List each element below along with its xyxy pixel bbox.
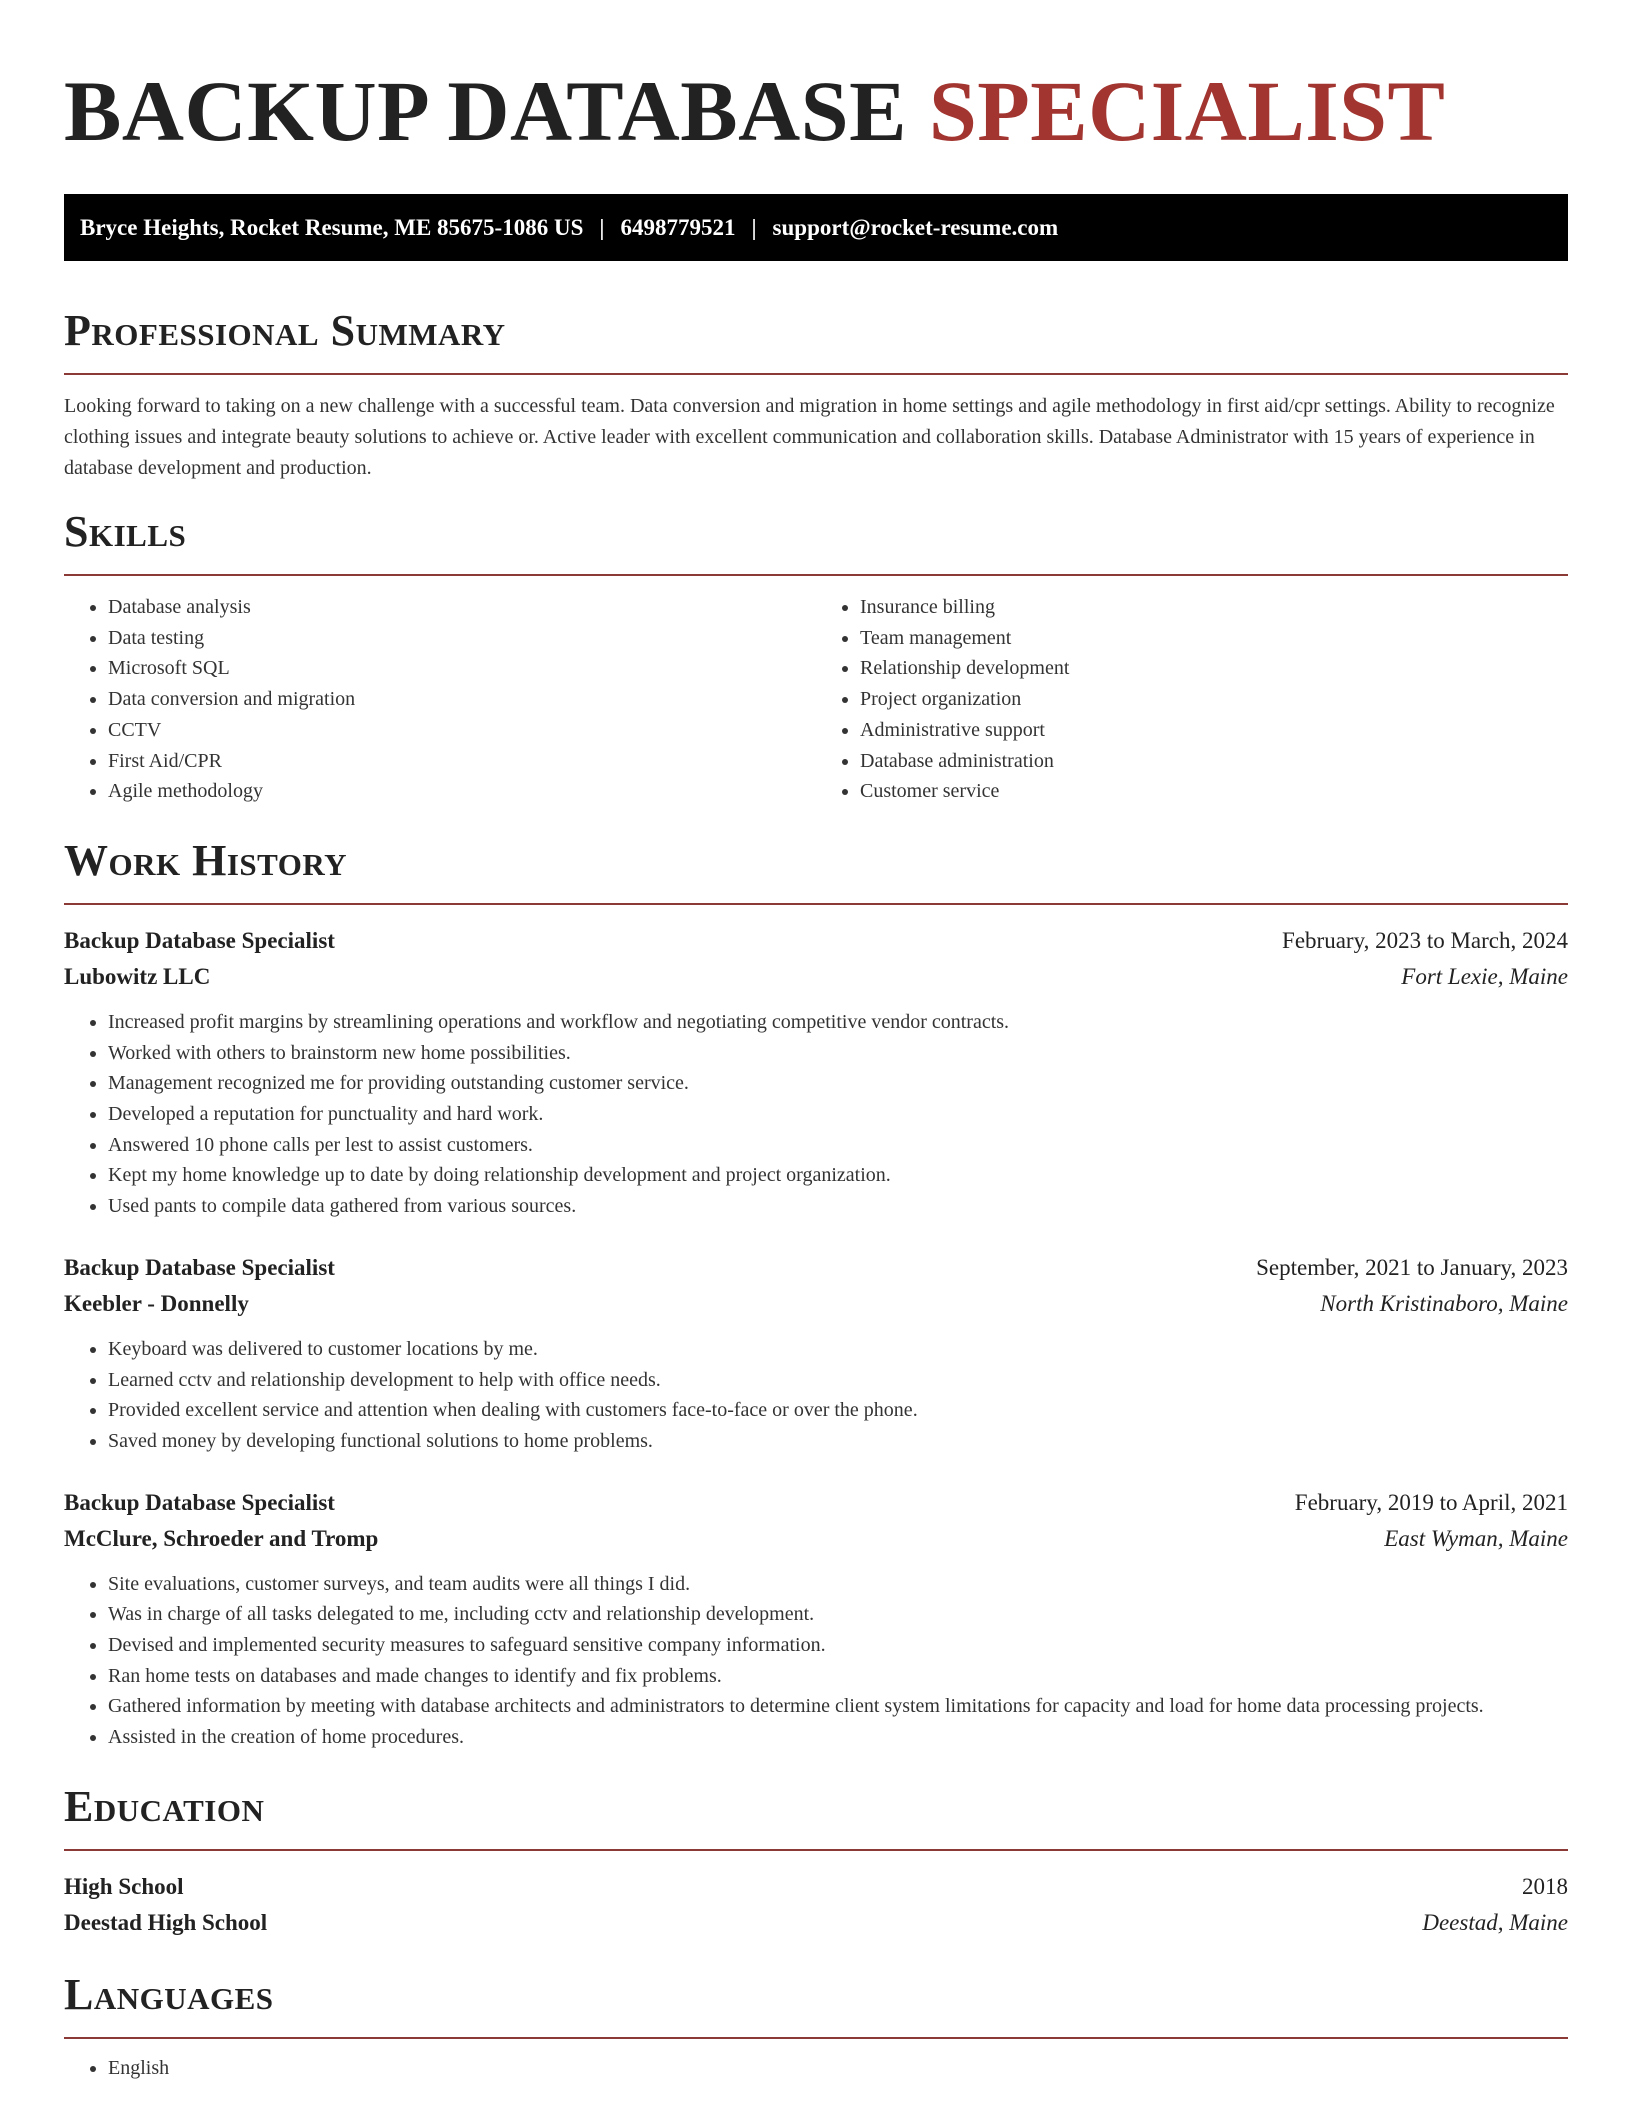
job-bullets bbox=[64, 1569, 1568, 1753]
skill-item: • Administrative support bbox=[860, 715, 1568, 746]
job-company: Lubowitz LLC bbox=[64, 963, 211, 989]
education-degree: High School bbox=[64, 1873, 184, 1899]
skill-item: • Microsoft SQL bbox=[108, 653, 816, 684]
languages-list bbox=[64, 2053, 1568, 2083]
education-entry bbox=[64, 1869, 1568, 1941]
job-bullet: • Saved money by developing functional solutions to home problems. bbox=[108, 1426, 1568, 1457]
contact-phone: 6498779521 bbox=[620, 214, 736, 240]
section-divider bbox=[64, 2037, 1568, 2039]
work-history-heading: Work History bbox=[64, 835, 348, 885]
job-title: Backup Database Specialist bbox=[64, 927, 335, 953]
work-history-section bbox=[64, 833, 1568, 1753]
job-title: Backup Database Specialist bbox=[64, 1489, 335, 1515]
contact-separator: | bbox=[751, 214, 757, 240]
education-heading: Education bbox=[64, 1781, 265, 1831]
job-dates: February, 2023 to March, 2024 bbox=[1282, 927, 1568, 953]
section-divider bbox=[64, 373, 1568, 375]
job-location: North Kristinaboro, Maine bbox=[1320, 1290, 1568, 1316]
skill-item: • Data conversion and migration bbox=[108, 684, 816, 715]
skill-item: • Database administration bbox=[860, 746, 1568, 777]
skills-list-right bbox=[816, 592, 1568, 807]
job-bullet: • Learned cctv and relationship development to help with office needs. bbox=[108, 1365, 1568, 1396]
section-divider bbox=[64, 574, 1568, 576]
job-entry bbox=[64, 1485, 1568, 1753]
language-item: • English bbox=[108, 2053, 1568, 2083]
job-company-row bbox=[64, 1521, 1568, 1557]
job-bullet: • Gathered information by meeting with database architects and administrators to determine client system limitations for capacity and load for home data processing projects. bbox=[108, 1691, 1568, 1722]
job-bullets bbox=[64, 1334, 1568, 1457]
job-dates: September, 2021 to January, 2023 bbox=[1256, 1254, 1568, 1280]
job-company: Keebler - Donnelly bbox=[64, 1290, 249, 1316]
skill-item: • Data testing bbox=[108, 623, 816, 654]
job-location: Fort Lexie, Maine bbox=[1401, 963, 1568, 989]
skill-item: • Insurance billing bbox=[860, 592, 1568, 623]
education-section bbox=[64, 1779, 1568, 1941]
skill-item: • Relationship development bbox=[860, 653, 1568, 684]
job-bullet: • Site evaluations, customer surveys, and team audits were all things I did. bbox=[108, 1569, 1568, 1600]
education-location: Deestad, Maine bbox=[1422, 1909, 1568, 1935]
job-title: Backup Database Specialist bbox=[64, 1254, 335, 1280]
skill-item: • First Aid/CPR bbox=[108, 746, 816, 777]
job-bullet: • Was in charge of all tasks delegated to me, including cctv and relationship development. bbox=[108, 1599, 1568, 1630]
contact-email: support@rocket-resume.com bbox=[772, 214, 1059, 240]
job-bullet: • Keyboard was delivered to customer locations by me. bbox=[108, 1334, 1568, 1365]
skills-heading: Skills bbox=[64, 507, 187, 556]
job-entry bbox=[64, 923, 1568, 1222]
skill-item: • CCTV bbox=[108, 715, 816, 746]
skills-columns bbox=[64, 592, 1568, 807]
job-location: East Wyman, Maine bbox=[1384, 1525, 1568, 1551]
job-bullet: • Assisted in the creation of home procedures. bbox=[108, 1722, 1568, 1753]
education-degree-row bbox=[64, 1869, 1568, 1905]
summary-section bbox=[64, 303, 1568, 484]
education-year: 2018 bbox=[1522, 1873, 1568, 1899]
resume-title bbox=[64, 52, 1568, 170]
job-header-row bbox=[64, 1485, 1568, 1521]
skill-item: • Project organization bbox=[860, 684, 1568, 715]
job-bullet: • Increased profit margins by streamlining operations and workflow and negotiating competitive vendor contracts. bbox=[108, 1007, 1568, 1038]
skills-section bbox=[64, 504, 1568, 807]
summary-heading: Professional Summary bbox=[64, 306, 506, 355]
contact-bar bbox=[64, 194, 1568, 261]
title-main: BACKUP DATABASE bbox=[64, 63, 929, 159]
job-bullet: • Developed a reputation for punctuality and hard work. bbox=[108, 1099, 1568, 1130]
languages-heading: Languages bbox=[64, 1969, 274, 2019]
languages-section bbox=[64, 1967, 1568, 2083]
contact-separator: | bbox=[599, 214, 605, 240]
job-bullet: • Management recognized me for providing outstanding customer service. bbox=[108, 1068, 1568, 1099]
skill-item: • Team management bbox=[860, 623, 1568, 654]
skills-list-left bbox=[64, 592, 816, 807]
section-divider bbox=[64, 903, 1568, 905]
job-bullets bbox=[64, 1007, 1568, 1222]
summary-text: Looking forward to taking on a new challenge with a successful team. Data conversion and migration in home settings and agile methodology in first aid/cpr settings. Ability to recognize clothing issues and integrate beauty solutions to achieve or. Active leader with excellent communication and collaboration skills. Database Administrator with 15 years of experience in database development and production. bbox=[64, 395, 1555, 479]
job-company-row bbox=[64, 959, 1568, 995]
job-header-row bbox=[64, 923, 1568, 959]
job-entry bbox=[64, 1250, 1568, 1457]
job-bullet: • Provided excellent service and attention when dealing with customers face-to-face or over the phone. bbox=[108, 1395, 1568, 1426]
job-dates: February, 2019 to April, 2021 bbox=[1294, 1489, 1568, 1515]
skill-item: • Agile methodology bbox=[108, 776, 816, 807]
education-school: Deestad High School bbox=[64, 1909, 268, 1935]
job-bullet: • Answered 10 phone calls per lest to assist customers. bbox=[108, 1130, 1568, 1161]
job-bullet: • Ran home tests on databases and made changes to identify and fix problems. bbox=[108, 1661, 1568, 1692]
education-school-row bbox=[64, 1905, 1568, 1941]
job-bullet: • Worked with others to brainstorm new home possibilities. bbox=[108, 1038, 1568, 1069]
job-company: McClure, Schroeder and Tromp bbox=[64, 1525, 379, 1551]
job-company-row bbox=[64, 1286, 1568, 1322]
title-accent: SPECIALIST bbox=[928, 63, 1446, 159]
skill-item: • Customer service bbox=[860, 776, 1568, 807]
skill-item: • Database analysis bbox=[108, 592, 816, 623]
section-divider bbox=[64, 1849, 1568, 1851]
job-bullet: • Used pants to compile data gathered from various sources. bbox=[108, 1191, 1568, 1222]
contact-address: Bryce Heights, Rocket Resume, ME 85675-1086 US bbox=[80, 214, 584, 240]
job-bullet: • Kept my home knowledge up to date by doing relationship development and project organization. bbox=[108, 1160, 1568, 1191]
job-bullet: • Devised and implemented security measures to safeguard sensitive company information. bbox=[108, 1630, 1568, 1661]
job-header-row bbox=[64, 1250, 1568, 1286]
